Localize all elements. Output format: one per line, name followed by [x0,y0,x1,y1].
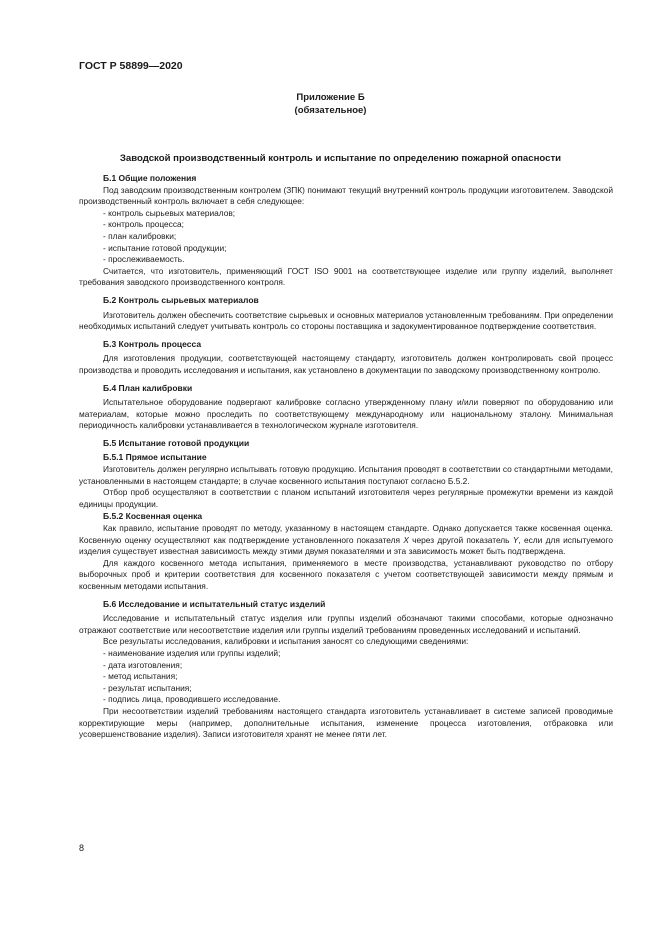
section-b2-heading: Б.2 Контроль сырьевых материалов [103,294,259,305]
list-item: - контроль процесса; [79,219,613,231]
text-run: Как правило, испытание проводят по методу, указанному в настоящем стандарте. Однако допускается также косвенная оценка. Косвенную оценку осуществляют как подтверждение установленного показателя [79,523,613,545]
text-run: через другой показатель [408,534,513,545]
list-item: - метод испытания; [79,671,613,683]
variable-x: X [403,534,409,545]
section-b6-heading: Б.6 Исследование и испытательный статус изделий [103,598,326,609]
section-b1-paragraph-2: Считается, что изготовитель, применяющий ГОСТ ISO 9001 на соответствующее изделие или группу изделий, выполняет требования заводского производственного контроля. [79,265,613,288]
text-run: , если для испытуемого изделия существует известная зависимость между этими двумя показателями и эта зависимость может быть подтверждена. [79,534,613,557]
annex-status: (обязательное) [294,105,367,116]
annex-title: Приложение Б [296,92,365,103]
list-item: - дата изготовления; [79,660,613,672]
list-item: - наименование изделия или группы изделий; [79,648,613,660]
annex-body [79,173,613,741]
section-b52-paragraph-1 [79,523,613,558]
page-number: 8 [79,843,85,853]
section-b6-list [79,648,613,706]
section-b4-paragraph: Испытательное оборудование подвергают калибровке согласно утвержденному плану и/или поверяют по оборудованию или материалам, которые можно проследить по соответствующему международному или национальному эталону. Минимальная периодичность калибровки устанавливается в технологическом журнале изготовителя. [79,397,613,431]
list-item: - результат испытания; [79,683,613,695]
section-b51-paragraph-1: Изготовитель должен регулярно испытывать готовую продукцию. Испытания проводят в соответствии со стандартными методами, установленными в настоящем стандарте; в случае косвенного испытания поступают согласно Б.5.2. [79,464,613,486]
section-b52-paragraph-2: Для каждого косвенного метода испытания, применяемого в месте производства, устанавливают руководство по отбору выборочных проб и критерии соответствия для косвенного показателя с учетом соответствующей зависимости между прямым и косвенным методами испытания. [79,557,613,591]
section-b51-heading: Б.5.1 Прямое испытание [103,452,207,463]
standard-designation: ГОСТ Р 58899—2020 [79,60,183,72]
section-b4-heading: Б.4 План калибровки [103,382,193,393]
section-b6-paragraph-2: Все результаты исследования, калибровки и испытания заносят со следующими сведениями: [103,636,469,647]
section-b1-paragraph-1: Под заводским производственным контролем (ЗПК) понимают текущий внутренний контроль продукции изготовителем. Заводской производственный контроль включает в себя следующее: [79,184,613,207]
list-item: - контроль сырьевых материалов; [79,208,613,220]
section-b1-heading: Б.1 Общие положения [103,173,197,183]
list-item: - испытание готовой продукции; [79,243,613,255]
section-b6-paragraph-3: При несоответствии изделий требованиям настоящего стандарта изготовитель устанавливает в системе записей проводимые корректирующие меры (например, дополнительные испытания, изменение процесса изготовления, отбраковка или усовершенствование изделия). Записи изготовителя хранят не менее пяти лет. [79,705,613,740]
section-b3-paragraph: Для изготовления продукции, соответствующей настоящему стандарту, изготовитель должен контролировать свой процесс производства и проводить исследования и испытания, как установлено в документации по заводскому производственному контролю. [79,353,613,375]
section-b6-paragraph-1: Исследование и испытательный статус изделия или группы изделий обозначают такими способами, которые однозначно отражают соответствие или несоответствие изделия или группы изделий требованиям проведенных исследований и испытаний. [79,613,613,635]
section-b52-heading: Б.5.2 Косвенная оценка [103,511,203,522]
section-b5-heading: Б.5 Испытание готовой продукции [103,437,250,448]
section-b3-heading: Б.3 Контроль процесса [103,338,202,349]
section-b2-paragraph: Изготовитель должен обеспечить соответствие сырьевых и основных материалов установленным требованиям. При определении необходимых испытаний следует учитывать контроль со стороны поставщика и задокументированное подтверждение соответствия. [79,309,613,332]
annex-main-title: Заводской производственный контроль и испытание по определению пожарной опасности [119,153,562,164]
list-item: - подпись лица, проводившего исследование. [79,694,613,706]
variable-y: Y [512,534,519,545]
list-item: - план калибровки; [79,231,613,243]
section-b51-paragraph-2: Отбор проб осуществляют в соответствии с планом испытаний изготовителя через регулярные промежутки времени из каждой единицы продукции. [79,487,613,509]
section-b1-list [79,208,613,266]
list-item: - прослеживаемость. [79,254,613,266]
